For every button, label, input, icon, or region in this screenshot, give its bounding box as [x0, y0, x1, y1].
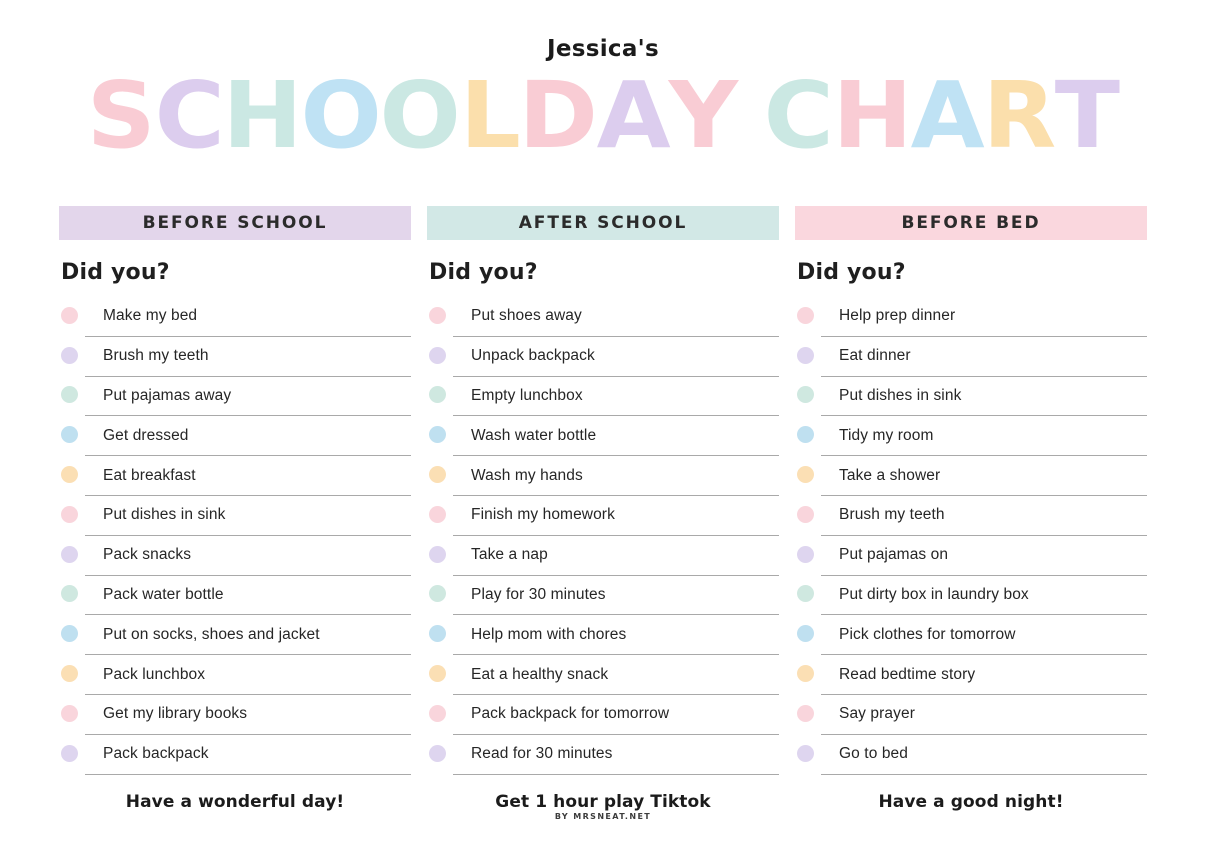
title-letter: Y [668, 62, 737, 169]
task-label: Eat breakfast [103, 466, 196, 484]
checkbox-dot-icon[interactable] [61, 546, 78, 563]
task-label: Put dirty box in laundry box [839, 585, 1029, 603]
title-letter: D [518, 62, 598, 169]
task-item[interactable] [85, 695, 411, 735]
task-item[interactable] [85, 615, 411, 655]
column-after-school [427, 206, 779, 813]
task-item[interactable] [453, 377, 779, 417]
task-item[interactable] [821, 377, 1147, 417]
task-label: Brush my teeth [103, 347, 209, 365]
checkbox-dot-icon[interactable] [429, 347, 446, 364]
checkbox-dot-icon[interactable] [61, 466, 78, 483]
checkbox-dot-icon[interactable] [429, 705, 446, 722]
checkbox-dot-icon[interactable] [61, 585, 78, 602]
task-item[interactable] [453, 735, 779, 775]
task-label: Take a shower [839, 466, 941, 484]
column-prompt-after-school: Did you? [429, 260, 538, 285]
task-item[interactable] [85, 416, 411, 456]
checkbox-dot-icon[interactable] [61, 705, 78, 722]
task-list-before-school [59, 297, 411, 775]
task-label: Read for 30 minutes [471, 745, 613, 763]
task-item[interactable] [85, 576, 411, 616]
task-label: Finish my homework [471, 506, 615, 524]
task-item[interactable] [453, 337, 779, 377]
task-item[interactable] [85, 735, 411, 775]
checkbox-dot-icon[interactable] [797, 426, 814, 443]
column-before-bed [795, 206, 1147, 813]
task-label: Pack snacks [103, 546, 192, 564]
title-letter: R [982, 62, 1056, 169]
checkbox-dot-icon[interactable] [61, 347, 78, 364]
task-label: Empty lunchbox [471, 386, 583, 404]
title-letter: C [154, 62, 224, 169]
task-label: Pick clothes for tomorrow [839, 625, 1016, 643]
checkbox-dot-icon[interactable] [61, 745, 78, 762]
checkbox-dot-icon[interactable] [797, 546, 814, 563]
task-label: Pack lunchbox [103, 665, 206, 683]
task-label: Brush my teeth [839, 506, 945, 524]
task-label: Wash water bottle [471, 426, 597, 444]
task-item[interactable] [85, 496, 411, 536]
column-before-school [59, 206, 411, 813]
checkbox-dot-icon[interactable] [797, 665, 814, 682]
task-item[interactable] [821, 496, 1147, 536]
task-item[interactable] [821, 695, 1147, 735]
task-label: Play for 30 minutes [471, 585, 606, 603]
task-item[interactable] [453, 655, 779, 695]
checkbox-dot-icon[interactable] [429, 745, 446, 762]
checkbox-dot-icon[interactable] [797, 705, 814, 722]
task-label: Pack backpack [103, 745, 209, 763]
task-label: Eat dinner [839, 347, 911, 365]
task-label: Put shoes away [471, 307, 582, 325]
title-letter: S [86, 62, 155, 169]
task-label: Get my library books [103, 705, 248, 723]
task-label: Take a nap [471, 546, 548, 564]
task-label: Put pajamas on [839, 546, 949, 564]
task-item[interactable] [453, 456, 779, 496]
task-label: Help prep dinner [839, 307, 956, 325]
task-label: Unpack backpack [471, 347, 595, 365]
checkbox-dot-icon[interactable] [797, 585, 814, 602]
task-item[interactable] [821, 337, 1147, 377]
task-item[interactable] [453, 576, 779, 616]
checkbox-dot-icon[interactable] [61, 386, 78, 403]
task-item[interactable] [85, 655, 411, 695]
task-label: Say prayer [839, 705, 915, 723]
task-label: Go to bed [839, 745, 908, 763]
task-item[interactable] [821, 615, 1147, 655]
task-list-before-bed [795, 297, 1147, 775]
task-item[interactable] [453, 496, 779, 536]
task-label: Tidy my room [839, 426, 934, 444]
column-footer-after-school: Get 1 hour play Tiktok [495, 791, 711, 812]
checkbox-dot-icon[interactable] [429, 466, 446, 483]
title-letter: A [910, 62, 984, 169]
checkbox-dot-icon[interactable] [429, 386, 446, 403]
checkbox-dot-icon[interactable] [61, 506, 78, 523]
column-footer-before-bed: Have a good night! [878, 791, 1064, 812]
page-title [0, 62, 1206, 169]
checkbox-dot-icon[interactable] [797, 347, 814, 364]
column-footer-before-school: Have a wonderful day! [125, 791, 345, 812]
routine-columns [0, 206, 1206, 813]
task-label: Help mom with chores [471, 625, 627, 643]
task-item[interactable] [821, 536, 1147, 576]
task-item[interactable] [85, 456, 411, 496]
task-item[interactable] [821, 456, 1147, 496]
task-item[interactable] [85, 377, 411, 417]
task-item[interactable] [85, 536, 411, 576]
column-prompt-before-bed: Did you? [797, 260, 906, 285]
title-letter: C [764, 62, 834, 169]
task-item[interactable] [453, 615, 779, 655]
title-letter: H [832, 62, 912, 169]
column-header-before-bed: BEFORE BED [795, 206, 1147, 240]
task-list-after-school [427, 297, 779, 775]
task-label: Pack water bottle [103, 585, 224, 603]
title-letter: O [300, 62, 381, 169]
task-label: Pack backpack for tomorrow [471, 705, 670, 723]
task-item[interactable] [821, 655, 1147, 695]
checkbox-dot-icon[interactable] [797, 386, 814, 403]
byline-credit: BY MRSNEAT.NET [554, 812, 652, 821]
task-label: Put on socks, shoes and jacket [103, 625, 320, 643]
task-item[interactable] [453, 536, 779, 576]
checkbox-dot-icon[interactable] [797, 625, 814, 642]
task-item[interactable] [821, 735, 1147, 775]
task-item[interactable] [821, 297, 1147, 337]
task-item[interactable] [453, 416, 779, 456]
task-label: Read bedtime story [839, 665, 976, 683]
checkbox-dot-icon[interactable] [429, 506, 446, 523]
checkbox-dot-icon[interactable] [429, 546, 446, 563]
task-item[interactable] [821, 576, 1147, 616]
title-letter: H [222, 62, 302, 169]
task-label: Make my bed [103, 307, 198, 325]
checkbox-dot-icon[interactable] [429, 665, 446, 682]
task-label: Put pajamas away [103, 386, 232, 404]
task-label: Put dishes in sink [839, 386, 962, 404]
owner-name: Jessica's [546, 36, 659, 62]
title-letter: L [459, 62, 520, 169]
checkbox-dot-icon[interactable] [61, 665, 78, 682]
column-header-before-school: BEFORE SCHOOL [59, 206, 411, 240]
title-letter: O [379, 62, 461, 169]
task-item[interactable] [453, 695, 779, 735]
checkbox-dot-icon[interactable] [429, 585, 446, 602]
column-header-after-school: AFTER SCHOOL [427, 206, 779, 240]
checkbox-dot-icon[interactable] [61, 307, 78, 324]
task-label: Eat a healthy snack [471, 665, 609, 683]
title-letter: T [1054, 62, 1119, 169]
task-item[interactable] [453, 297, 779, 337]
task-item[interactable] [821, 416, 1147, 456]
checkbox-dot-icon[interactable] [429, 426, 446, 443]
checkbox-dot-icon[interactable] [61, 625, 78, 642]
task-item[interactable] [85, 297, 411, 337]
checkbox-dot-icon[interactable] [797, 745, 814, 762]
task-label: Get dressed [103, 426, 189, 444]
task-label: Put dishes in sink [103, 506, 226, 524]
checkbox-dot-icon[interactable] [61, 426, 78, 443]
checkbox-dot-icon[interactable] [797, 307, 814, 324]
column-prompt-before-school: Did you? [61, 260, 170, 285]
checkbox-dot-icon[interactable] [797, 466, 814, 483]
checkbox-dot-icon[interactable] [429, 625, 446, 642]
checkbox-dot-icon[interactable] [797, 506, 814, 523]
task-item[interactable] [85, 337, 411, 377]
checkbox-dot-icon[interactable] [429, 307, 446, 324]
task-label: Wash my hands [471, 466, 583, 484]
title-letter: A [596, 62, 670, 169]
